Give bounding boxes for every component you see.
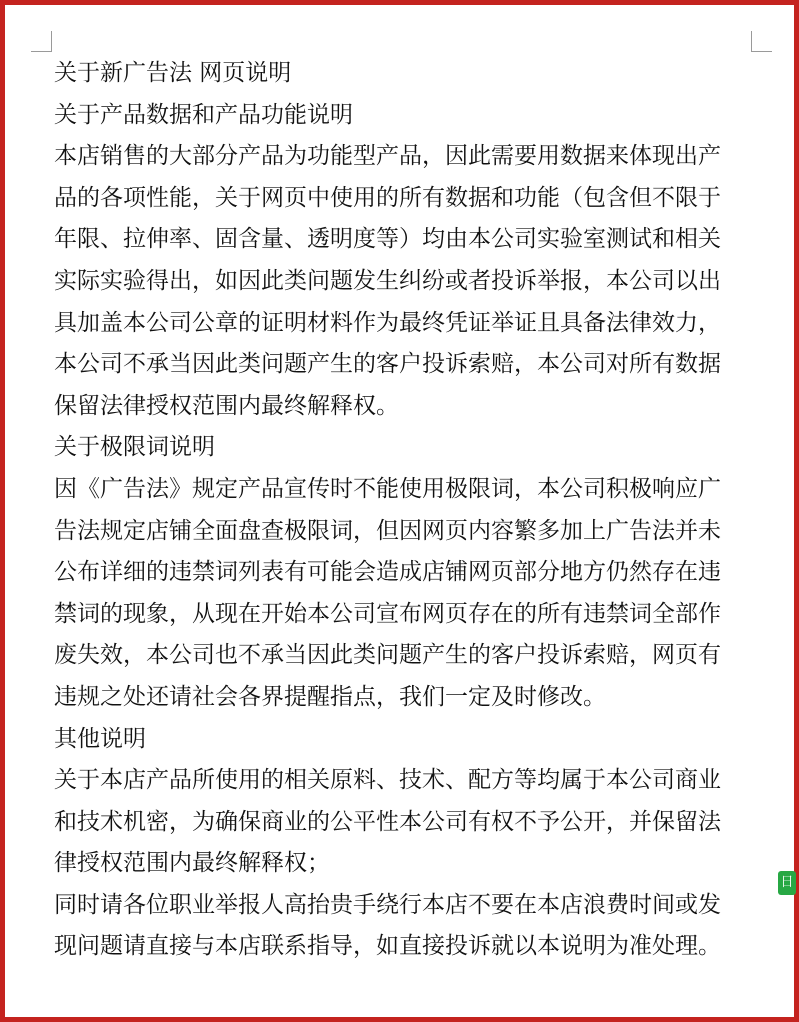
side-toolbar-badge-icon[interactable]: 日 <box>778 871 796 895</box>
paragraph-line: 和技术机密，为确保商业的公平性本公司有权不予公开，并保留法 <box>54 808 721 835</box>
margin-corner-top-right <box>751 31 772 52</box>
paragraph-line: 品的各项性能，关于网页中使用的所有数据和功能（包含但不限于 <box>54 184 721 211</box>
document-body <box>54 53 762 968</box>
margin-corner-top-left <box>31 31 52 52</box>
paragraph-line: 律授权范围内最终解释权； <box>54 850 330 877</box>
paragraph-line: 现问题请直接与本店联系指导，如直接投诉就以本说明为准处理。 <box>54 933 721 960</box>
section-heading-other: 其他说明 <box>54 725 146 752</box>
paragraph-line: 公布详细的违禁词列表有可能会造成店铺网页部分地方仍然存在违 <box>54 559 721 586</box>
paragraph-line: 关于本店产品所使用的相关原料、技术、配方等均属于本公司商业 <box>54 767 721 794</box>
paragraph-line: 本店销售的大部分产品为功能型产品，因此需要用数据来体现出产 <box>54 143 721 170</box>
paragraph-line: 废失效，本公司也不承当因此类问题产生的客户投诉索赔，网页有 <box>54 642 721 669</box>
paragraph-line: 因《广告法》规定产品宣传时不能使用极限词，本公司积极响应广 <box>54 475 721 502</box>
paragraph-line: 保留法律授权范围内最终解释权。 <box>54 392 399 419</box>
paragraph-line: 告法规定店铺全面盘查极限词，但因网页内容繁多加上广告法并未 <box>54 517 721 544</box>
paragraph-line: 实际实验得出，如因此类问题发生纠纷或者投诉举报，本公司以出 <box>54 267 721 294</box>
paragraph-line: 违规之处还请社会各界提醒指点，我们一定及时修改。 <box>54 683 606 710</box>
section-heading-product-data: 关于产品数据和产品功能说明 <box>54 101 353 128</box>
title-heading: 关于新广告法 网页说明 <box>54 60 292 86</box>
paragraph-line: 本公司不承当因此类问题产生的客户投诉索赔，本公司对所有数据 <box>54 351 721 378</box>
paragraph-line: 具加盖本公司公章的证明材料作为最终凭证举证且具备法律效力， <box>54 309 721 336</box>
paragraph-line: 同时请各位职业举报人高抬贵手绕行本店不要在本店浪费时间或发 <box>54 891 721 918</box>
paragraph-line: 禁词的现象，从现在开始本公司宣布网页存在的所有违禁词全部作 <box>54 600 721 627</box>
section-heading-limit-words: 关于极限词说明 <box>54 434 215 461</box>
paragraph-line: 年限、拉伸率、固含量、透明度等）均由本公司实验室测试和相关 <box>54 226 721 253</box>
